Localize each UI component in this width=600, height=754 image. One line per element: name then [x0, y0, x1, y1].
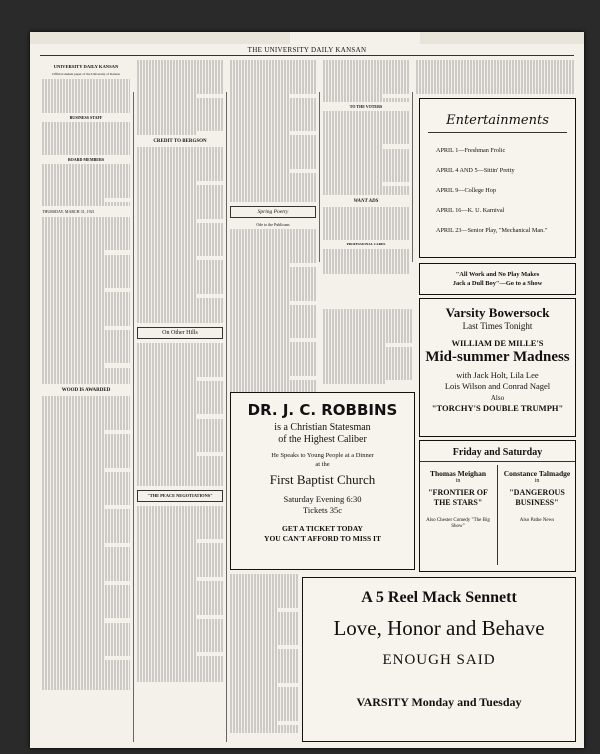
bowersock-presenter: WILLIAM DE MILLE'S [451, 338, 544, 348]
friday-saturday-ad [419, 440, 576, 572]
column-divider [319, 92, 320, 262]
sennett-line3: ENOUGH SAID [382, 652, 496, 668]
varsity-bowersock-ad [419, 298, 576, 437]
column-five-top [416, 60, 574, 98]
column-four [323, 60, 409, 305]
dull-boy-line1: "All Work and No Play Makes [455, 271, 540, 278]
entertainment-item: APRIL 4 AND 5—Sittin' Pretty [436, 167, 515, 174]
professional-cards-heading: PROFESSIONAL CARDS [346, 242, 386, 247]
staff-heading: BUSINESS STAFF [69, 114, 103, 120]
paper-name: UNIVERSITY DAILY KANSAN [53, 64, 119, 69]
right-star: Constance Talmadge [503, 469, 571, 478]
wood-heading: WOOD IS AWARDED [61, 388, 111, 394]
illegible-text-line [42, 380, 130, 384]
robbins-time: Saturday Evening 6:30 [283, 494, 362, 504]
voters-heading: TO THE VOTERS [349, 103, 383, 109]
entertainment-item: APRIL 1—Freshman Frolic [436, 147, 506, 154]
robbins-line1: is a Christian Statesman [274, 422, 371, 433]
masthead-rule [40, 55, 574, 56]
spring-poetry-heading: Spring Poetry [230, 206, 316, 218]
illegible-text-line [323, 380, 386, 384]
date-line: THURSDAY, MARCH 31, 1921 [42, 208, 95, 214]
robbins-cta2: YOU CAN'T AFFORD TO MISS IT [264, 534, 381, 543]
bowersock-feature: Mid-summer Madness [425, 349, 570, 365]
illegible-text-line [416, 89, 574, 93]
illegible-text-line [323, 98, 409, 102]
bowersock-cast2: Lois Wilson and Conrad Nagel [444, 381, 551, 391]
tape-strip [420, 32, 584, 44]
illegible-text-line [137, 481, 223, 485]
illegible-text-line [230, 729, 298, 733]
column-two [137, 60, 223, 740]
left-star: Thomas Meighan [429, 469, 487, 478]
bowersock-also: Also [490, 394, 505, 402]
illegible-text-line [42, 202, 130, 206]
illegible-text-line [42, 151, 130, 155]
editorial-column [42, 60, 130, 740]
illegible-text-line [42, 108, 130, 112]
bowersock-short: "TORCHY'S DOUBLE TRUMPH" [431, 403, 564, 413]
column-divider [226, 92, 227, 742]
right-also: Also Pathe News [519, 518, 555, 523]
entertainment-item: APRIL 23—Senior Play, "Mechanical Man." [436, 227, 548, 234]
robbins-ad [230, 392, 415, 570]
board-heading: BOARD MEMBERS [67, 157, 105, 162]
friday-left-feature [420, 465, 496, 530]
illegible-text-line [323, 270, 409, 274]
newspaper-page [30, 32, 584, 748]
sennett-line2: Love, Honor and Behave [333, 616, 545, 640]
sennett-line4: VARSITY Monday and Tuesday [356, 695, 522, 709]
dull-boy-line2: Jack a Dull Boy"—Go to a Show [452, 280, 543, 287]
dull-boy-ad [419, 263, 576, 295]
robbins-name: DR. J. C. ROBBINS [247, 401, 398, 419]
column-three-lower [230, 574, 298, 742]
masthead-title: THE UNIVERSITY DAILY KANSAN [247, 46, 367, 54]
entertainments-box [419, 98, 576, 258]
illegible-text-line [323, 190, 409, 194]
entertainments-title: Entertainments [428, 113, 567, 133]
robbins-line4: at the [315, 461, 330, 468]
other-hills-heading: On Other Hills [137, 327, 223, 339]
column-divider [412, 92, 413, 262]
friday-saturday-header: Friday and Saturday [420, 447, 575, 462]
illegible-text-line [137, 131, 197, 135]
right-in: in [534, 478, 540, 484]
left-also: Also Chester Comedy "The Big Show" [426, 518, 490, 529]
column-divider [133, 92, 134, 742]
ode-heading: Ode to the Publicans [256, 222, 290, 228]
illegible-text-line [230, 198, 316, 202]
paper-subtitle: Official student paper of the University of Kansas [52, 72, 120, 76]
entertainments-list [428, 147, 567, 235]
mack-sennett-ad [302, 577, 576, 742]
bowersock-cast1: with Jack Holt, Lila Lee [456, 370, 539, 380]
bowersock-header: Varsity Bowersock [445, 305, 550, 320]
bowersock-subheader: Last Times Tonight [462, 321, 533, 331]
robbins-tickets: Tickets 35c [302, 505, 343, 515]
want-ads-heading: WANT ADS [353, 198, 379, 204]
column-four-lower [323, 309, 413, 389]
illegible-text-line [42, 685, 130, 689]
illegible-text-line [137, 677, 223, 681]
entertainment-item: APRIL 16—K. U. Karnival [436, 207, 505, 214]
robbins-cta1: GET A TICKET TODAY [282, 524, 363, 533]
right-title: "DANGEROUS BUSINESS" [509, 488, 565, 507]
friday-right-feature [498, 465, 576, 524]
left-in: in [455, 478, 461, 484]
tape-strip [30, 32, 290, 44]
illegible-text-line [323, 236, 409, 240]
robbins-church: First Baptist Church [269, 472, 376, 487]
left-title: "FRONTIER OF THE STARS" [428, 488, 488, 507]
robbins-line3: He Speaks to Young People at a Dinner [271, 452, 374, 459]
sennett-line1: A 5 Reel Mack Sennett [361, 589, 517, 606]
entertainment-item: APRIL 9—College Hop [436, 187, 496, 194]
peace-heading: "THE PEACE NEGOTIATIONS" [137, 490, 223, 502]
illegible-text-line [137, 319, 223, 323]
robbins-line2: of the Highest Caliber [278, 434, 367, 445]
credit-heading: CREDIT TO BERGSON [153, 139, 207, 145]
